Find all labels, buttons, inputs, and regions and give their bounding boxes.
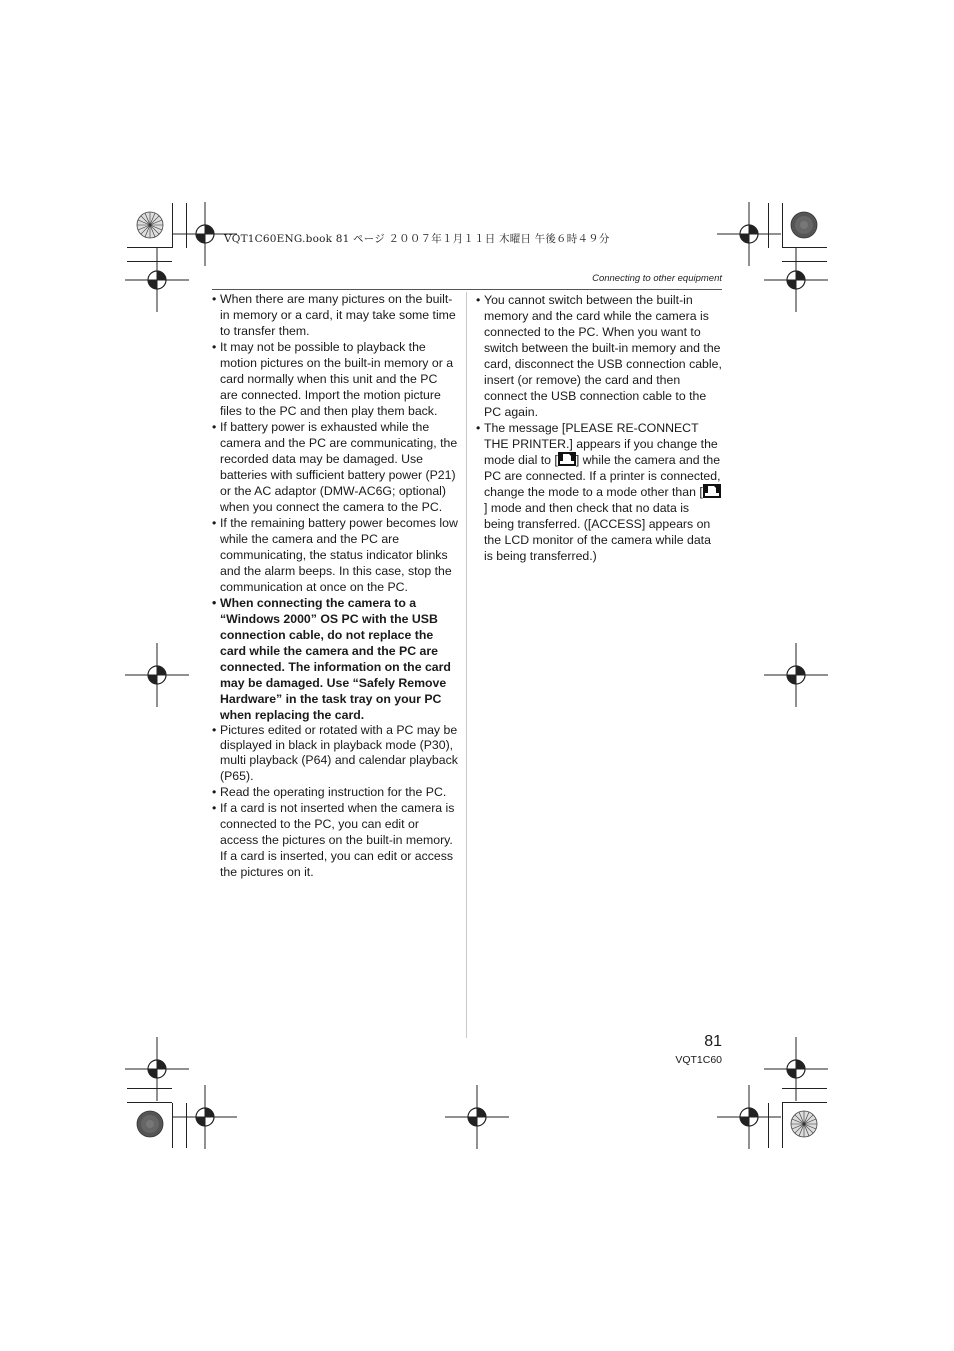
list-item: • When connecting the camera to a “Windows 2000” OS PC with the USB connection cable, do not replace the card while the camera and the PC are connected. The information on the card may be damaged. Use “Safely Remove Hardware” in the task tray on your PC when replacing the card. — [212, 596, 451, 722]
model-code: VQT1C60 — [675, 1054, 722, 1066]
density-patch-icon — [136, 1110, 164, 1138]
left-column — [212, 291, 458, 880]
registration-target-icon — [173, 1085, 237, 1149]
list-item: • It may not be possible to playback the motion pictures on the built-in memory or a card normally when this unit and the PC are connected. Import the motion picture files to the PC and then play them back. — [212, 340, 454, 418]
printer-mode-icon — [703, 484, 721, 498]
list-item: • Pictures edited or rotated with a PC may be displayed in black in playback mode (P30), multi playback (P64) and calendar playback (P65). — [212, 723, 458, 783]
list-item: • If battery power is exhausted while the camera and the PC are communicating, the recorded data may be damaged. Use batteries with sufficient battery power (P21) or the AC adaptor (DMW-AC6G; optional) when you connect the camera to the PC. — [212, 420, 458, 514]
list-item: • When there are many pictures on the built-in memory or a card, it may take some time to transfer them. — [212, 292, 456, 338]
registration-target-icon — [125, 643, 189, 707]
list-item: • The message [PLEASE RE-CONNECT THE PRINTER.] appears if you change the mode dial to [ ] while the camera and the PC are connected. If a printer is connected, change the mode to a mode other than [] mode and then check that no data is being transferred. ([ACCESS] appears on the LCD monitor of the camera while data is being transferred.) — [476, 421, 721, 563]
header-rule — [212, 289, 722, 290]
registration-target-icon — [445, 1085, 509, 1149]
right-column — [476, 292, 722, 564]
list-item: • If the remaining battery power becomes low while the camera and the PC are communicating, the status indicator blinks and the alarm beeps. In this case, stop the communication at once on the PC. — [212, 516, 458, 594]
registration-target-icon — [764, 643, 828, 707]
sunburst-target-icon — [136, 211, 164, 239]
registration-target-icon — [717, 1085, 781, 1149]
list-item: • If a card is not inserted when the camera is connected to the PC, you can edit or access the pictures on the built-in memory. If a card is inserted, you can edit or access the pictures on it. — [212, 800, 455, 879]
list-item: • You cannot switch between the built-in memory and the card while the camera is connected to the PC. When you want to switch between the built-in memory and the card, disconnect the USB connection cable, insert (or remove) the card and then connect the USB connection cable to the PC again. — [476, 293, 722, 419]
page-number: 81 — [704, 1033, 722, 1050]
running-head: Connecting to other equipment — [592, 273, 722, 284]
printer-mode-icon — [558, 452, 576, 466]
list-item: • Read the operating instruction for the PC. — [212, 784, 447, 799]
sunburst-target-icon — [790, 1110, 818, 1138]
column-divider — [466, 292, 467, 1038]
density-patch-icon — [790, 211, 818, 239]
registration-target-icon — [764, 248, 828, 312]
print-slug: VQT1C60ENG.book 81 ページ ２００７年１月１１日 木曜日 午後６時４９分 — [224, 233, 610, 245]
registration-target-icon — [125, 248, 189, 312]
